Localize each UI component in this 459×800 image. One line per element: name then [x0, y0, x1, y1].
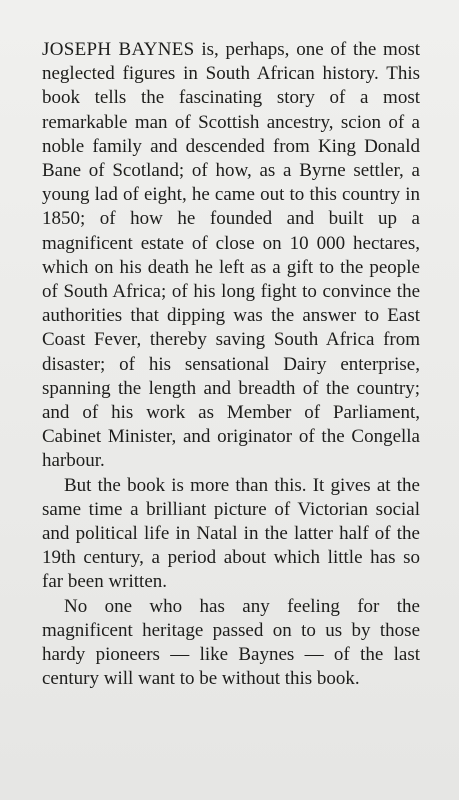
- paragraph-1-text: is, perhaps, one of the most neglected figures in South African history. This book tells the fascinating story of a most remarkable man of Scottish ancestry, scion of a noble family and descended from King Donald Bane of Scotland; of how, as a Byrne settler, a young lad of eight, he came out to this country in 1850; of how he founded and built up a magnificent estate of close on 10 000 hectares, which on his death he left as a gift to the people of South Africa; of his long fight to convince the authorities that dipping was the answer to East Coast Fever, thereby saving South Africa from disaster; of his sensational Dairy enterprise, spanning the length and breadth of the country; and of his work as Member of Parliament, Cabinet Minister, and originator of the Congella harbour.: [42, 39, 420, 472]
- blurb-text: [42, 38, 420, 691]
- subject-name: JOSEPH BAYNES: [42, 39, 195, 60]
- paragraph-3: No one who has any feeling for the magnificent heritage passed on to us by those hardy pioneers — like Baynes — of the last century will want to be without this book.: [42, 595, 420, 690]
- paragraph-1: [42, 38, 420, 474]
- paragraph-2: But the book is more than this. It gives at the same time a brilliant picture of Victorian social and political life in Natal in the latter half of the 19th century, a period about which little has so far been written.: [42, 474, 420, 593]
